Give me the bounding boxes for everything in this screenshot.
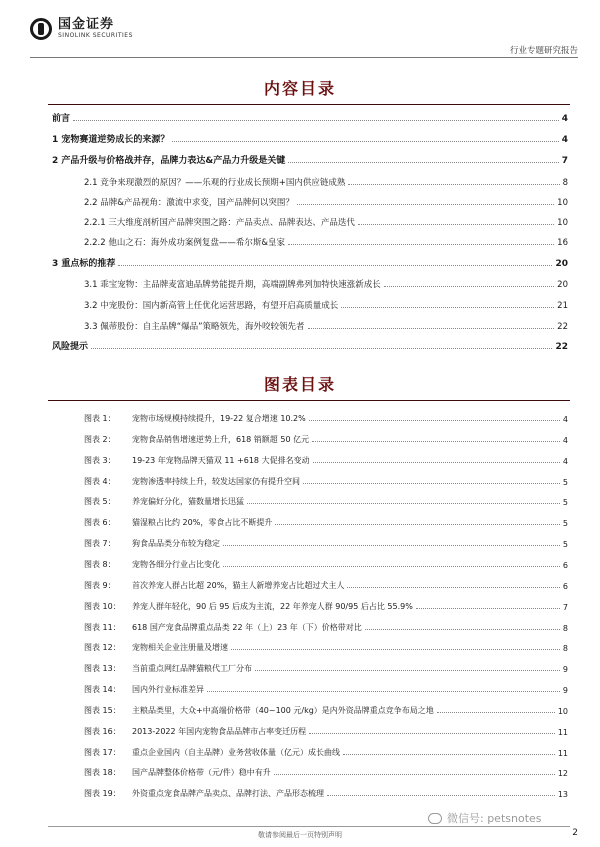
leader-dots bbox=[384, 286, 554, 287]
leader-dots bbox=[231, 649, 560, 650]
figure-entry-label: 国产品牌整体价格带（元/件）稳中有升 bbox=[132, 768, 271, 777]
figure-entry-id: 图表 10： bbox=[84, 602, 121, 611]
toc-entry[interactable] bbox=[52, 255, 568, 269]
toc-entry[interactable] bbox=[52, 152, 568, 166]
leader-dots bbox=[275, 524, 560, 525]
figure-entry-label: 狗食品品类分布较为稳定 bbox=[132, 539, 220, 548]
leader-dots bbox=[312, 441, 560, 442]
toc-entry[interactable] bbox=[52, 131, 568, 145]
figure-entry-id: 图表 2： bbox=[84, 435, 116, 444]
header-divider bbox=[30, 57, 578, 58]
logo-name-cn: 国金证券 bbox=[58, 17, 115, 32]
figure-entry[interactable] bbox=[84, 661, 568, 674]
toc-entry-label: 风险提示 bbox=[52, 342, 89, 352]
toc-entry-page: 7 bbox=[561, 156, 568, 166]
figure-entry-id: 图表 9： bbox=[84, 581, 116, 590]
toc-entry-label: 3 重点标的推荐 bbox=[52, 259, 116, 269]
toc-entry-label: 3.1 乖宝宠物：主品牌麦富迪品牌势能提升期，高端副牌弗列加特快速涨新成长 bbox=[84, 280, 381, 290]
figure-entry-page: 10 bbox=[557, 707, 568, 716]
leader-dots bbox=[313, 462, 560, 463]
toc-entry[interactable] bbox=[84, 276, 568, 290]
footer-divider bbox=[48, 826, 570, 827]
figure-entry[interactable] bbox=[84, 745, 568, 758]
leader-dots bbox=[347, 587, 560, 588]
leader-dots bbox=[91, 348, 552, 349]
toc-divider bbox=[48, 104, 570, 105]
figure-entry-label: 19-23 年宠物品牌天猫双 11 +618 大促排名变动 bbox=[132, 456, 310, 465]
figure-entry-page: 7 bbox=[562, 603, 568, 612]
toc-entry-label: 2.2.1 三大维度剖析国产品牌突围之路：产品卖点、品牌表达、产品迭代 bbox=[84, 218, 355, 228]
figure-entry-label: 2013-2022 年国内宠物食品品牌市占率变迁历程 bbox=[132, 727, 307, 736]
figure-entry-id: 图表 6： bbox=[84, 518, 116, 527]
leader-dots bbox=[365, 629, 560, 630]
toc-entry-page: 22 bbox=[555, 342, 568, 352]
leader-dots bbox=[288, 244, 554, 245]
figure-entry[interactable] bbox=[84, 557, 568, 570]
toc-entry-label: 2.1 竞争来现激烈的原因？——乐观的行业成长预期+国内供应链成熟 bbox=[84, 178, 346, 188]
figure-entry-page: 5 bbox=[562, 519, 568, 528]
company-logo bbox=[30, 18, 133, 40]
toc-entry[interactable] bbox=[84, 214, 568, 228]
toc-entry-label: 1 宠物赛道逆势成长的来源？ bbox=[52, 135, 170, 145]
figure-entry[interactable] bbox=[84, 515, 568, 528]
figure-entry-id: 图表 18： bbox=[84, 768, 121, 777]
figure-entry[interactable] bbox=[84, 411, 568, 424]
leader-dots bbox=[288, 162, 558, 163]
figure-entry-label: 宠物各细分行业占比变化 bbox=[132, 560, 220, 569]
figure-entry-page: 5 bbox=[562, 498, 568, 507]
logo-mark-icon bbox=[30, 18, 52, 40]
toc-entry[interactable] bbox=[52, 338, 568, 352]
toc-entry-page: 20 bbox=[557, 280, 568, 290]
figure-entry[interactable] bbox=[84, 786, 568, 799]
figure-entry-page: 4 bbox=[562, 457, 568, 466]
toc-title: 内容目录 bbox=[263, 79, 336, 98]
figure-entry-id: 图表 19： bbox=[84, 789, 121, 798]
leader-dots bbox=[274, 774, 555, 775]
figure-entry-id: 图表 13： bbox=[84, 664, 121, 673]
leader-dots bbox=[343, 754, 555, 755]
figure-entry-id: 图表 12： bbox=[84, 643, 121, 652]
leader-dots bbox=[223, 545, 560, 546]
figure-entry-id: 图表 16： bbox=[84, 727, 121, 736]
figure-entry-page: 11 bbox=[557, 749, 568, 758]
figure-entry-label: 国内外行业标准差异 bbox=[132, 685, 204, 694]
figure-entry[interactable] bbox=[84, 703, 568, 716]
figure-entry[interactable] bbox=[84, 494, 568, 507]
logo-name-en: SINOLINK SECURITIES bbox=[58, 32, 133, 39]
figure-entry[interactable] bbox=[84, 474, 568, 487]
figure-entry-page: 5 bbox=[562, 478, 568, 487]
toc-entry-page: 10 bbox=[557, 218, 568, 228]
figure-entry-id: 图表 3： bbox=[84, 456, 116, 465]
leader-dots bbox=[247, 503, 560, 504]
figure-entry-label: 主粮品类里，大众+中高端价格带（40~100 元/kg）是内外资品牌重点竞争布局之地 bbox=[132, 706, 434, 715]
figures-divider bbox=[48, 400, 570, 401]
leader-dots bbox=[308, 328, 555, 329]
toc-entry[interactable] bbox=[84, 174, 568, 188]
leader-dots bbox=[437, 712, 555, 713]
toc-entry-label: 2.2.2 他山之石：海外成功案例复盘——希尔斯&皇家 bbox=[84, 238, 285, 248]
leader-dots bbox=[309, 733, 555, 734]
figure-entry-id: 图表 8： bbox=[84, 560, 116, 569]
toc-entry-page: 22 bbox=[557, 322, 568, 332]
leader-dots bbox=[73, 120, 559, 121]
report-type-label: 行业专题研究报告 bbox=[509, 46, 578, 56]
toc-entry[interactable] bbox=[52, 110, 568, 124]
figure-entry-id: 图表 7： bbox=[84, 539, 116, 548]
footer-disclaimer: 敬请参阅最后一页特别声明 bbox=[258, 831, 342, 839]
figure-entry[interactable] bbox=[84, 620, 568, 633]
toc-entry[interactable] bbox=[84, 234, 568, 248]
toc-entry-label: 3.2 中宠股份：国内新高管上任优化运营思路，有望开启高质量成长 bbox=[84, 301, 339, 311]
leader-dots bbox=[348, 184, 559, 185]
leader-dots bbox=[327, 795, 555, 796]
figure-entry-id: 图表 14： bbox=[84, 685, 121, 694]
figures-title: 图表目录 bbox=[263, 375, 336, 394]
leader-dots bbox=[416, 608, 560, 609]
toc-entry-page: 8 bbox=[562, 178, 568, 188]
leader-dots bbox=[223, 566, 560, 567]
leader-dots bbox=[255, 670, 560, 671]
toc-entry-page: 21 bbox=[557, 301, 568, 311]
figure-entry-page: 11 bbox=[557, 728, 568, 737]
figure-entry-label: 首次养宠人群占比超 20%，猫主人新增养宠占比超过犬主人 bbox=[132, 581, 345, 590]
toc-entry[interactable] bbox=[84, 194, 568, 208]
toc-entry-label: 前言 bbox=[52, 114, 71, 124]
leader-dots bbox=[358, 224, 554, 225]
watermark-text: 微信号: petsnotes bbox=[447, 812, 542, 825]
figure-entry[interactable] bbox=[84, 578, 568, 591]
figure-entry[interactable] bbox=[84, 536, 568, 549]
figure-entry-page: 6 bbox=[562, 561, 568, 570]
toc-entry-page: 4 bbox=[561, 114, 568, 124]
figure-entry[interactable] bbox=[84, 682, 568, 695]
figure-entry-page: 5 bbox=[562, 540, 568, 549]
figure-entry[interactable] bbox=[84, 453, 568, 466]
figure-entry-id: 图表 1： bbox=[84, 414, 116, 423]
figure-entry-id: 图表 11： bbox=[84, 623, 121, 632]
leader-dots bbox=[207, 691, 560, 692]
leader-dots bbox=[309, 420, 560, 421]
figure-entry-label: 宠物渗透率持续上升，较发达国家仍有提升空间 bbox=[132, 477, 300, 486]
leader-dots bbox=[341, 307, 554, 308]
wechat-watermark bbox=[428, 810, 542, 826]
figure-entry[interactable] bbox=[84, 432, 568, 445]
figure-entry-page: 8 bbox=[562, 624, 568, 633]
leader-dots bbox=[303, 483, 560, 484]
figure-entry-label: 外资重点宠食品牌产品卖点、品牌打法、产品形态梳理 bbox=[132, 789, 324, 798]
toc-entry-page: 20 bbox=[555, 259, 568, 269]
toc-entry-label: 2 产品升级与价格战并存，品牌力表达&产品力升级是关键 bbox=[52, 156, 286, 166]
leader-dots bbox=[172, 141, 558, 142]
figure-entry-page: 12 bbox=[557, 769, 568, 778]
figure-entry-page: 4 bbox=[562, 415, 568, 424]
figure-entry-label: 养宠偏好分化，猫数量增长迅猛 bbox=[132, 497, 244, 506]
figure-entry-label: 宠物相关企业注册量及增速 bbox=[132, 643, 228, 652]
figure-entry-id: 图表 17： bbox=[84, 748, 121, 757]
figure-entry-label: 宠物食品销售增速逆势上升，618 销额超 50 亿元 bbox=[132, 435, 310, 444]
figure-entry-page: 6 bbox=[562, 582, 568, 591]
toc-entry-page: 4 bbox=[561, 135, 568, 145]
figure-entry[interactable] bbox=[84, 724, 568, 737]
toc-entry-page: 16 bbox=[557, 238, 568, 248]
figure-entry-id: 图表 15： bbox=[84, 706, 121, 715]
figure-entry-label: 养宠人群年轻化，90 后 95 后成为主流，22 年养宠人群 90/95 后占比 55.9% bbox=[132, 602, 413, 611]
figure-entry-page: 9 bbox=[562, 665, 568, 674]
toc-entry-label: 2.2 品牌&产品视角：激流中求变，国产品牌何以突围？ bbox=[84, 198, 294, 208]
leader-dots bbox=[118, 265, 552, 266]
leader-dots bbox=[297, 204, 554, 205]
toc-entry[interactable] bbox=[84, 318, 568, 332]
toc-entry[interactable] bbox=[84, 297, 568, 311]
figure-entry[interactable] bbox=[84, 640, 568, 653]
figure-entry-page: 8 bbox=[562, 644, 568, 653]
figure-entry-label: 宠物市场规模持续提升，19-22 复合增速 10.2% bbox=[132, 414, 306, 423]
figure-entry-page: 4 bbox=[562, 436, 568, 445]
toc-entry-label: 3.3 佩蒂股份：自主品牌“爆品”策略领先，海外咬较领先者 bbox=[84, 322, 305, 332]
wechat-icon bbox=[428, 813, 442, 824]
figure-entry-page: 13 bbox=[557, 790, 568, 799]
figure-entry-label: 当前重点网红品牌猫粮代工厂分布 bbox=[132, 664, 252, 673]
figure-entry-id: 图表 5： bbox=[84, 497, 116, 506]
figure-entry-label: 618 国产宠食品牌重点品类 22 年（上）23 年（下）价格带对比 bbox=[132, 623, 362, 632]
figure-entry-id: 图表 4： bbox=[84, 477, 116, 486]
page-header bbox=[0, 0, 600, 60]
figure-entry[interactable] bbox=[84, 599, 568, 612]
figure-entry-label: 猫湿粮占比约 20%，零食占比不断提升 bbox=[132, 518, 273, 527]
page-number: 2 bbox=[572, 828, 578, 838]
figure-entry-page: 9 bbox=[562, 686, 568, 695]
figure-entry-label: 重点企业国内（自主品牌）业务营收体量（亿元）成长曲线 bbox=[132, 748, 340, 757]
toc-entry-page: 10 bbox=[557, 198, 568, 208]
figure-entry[interactable] bbox=[84, 765, 568, 778]
